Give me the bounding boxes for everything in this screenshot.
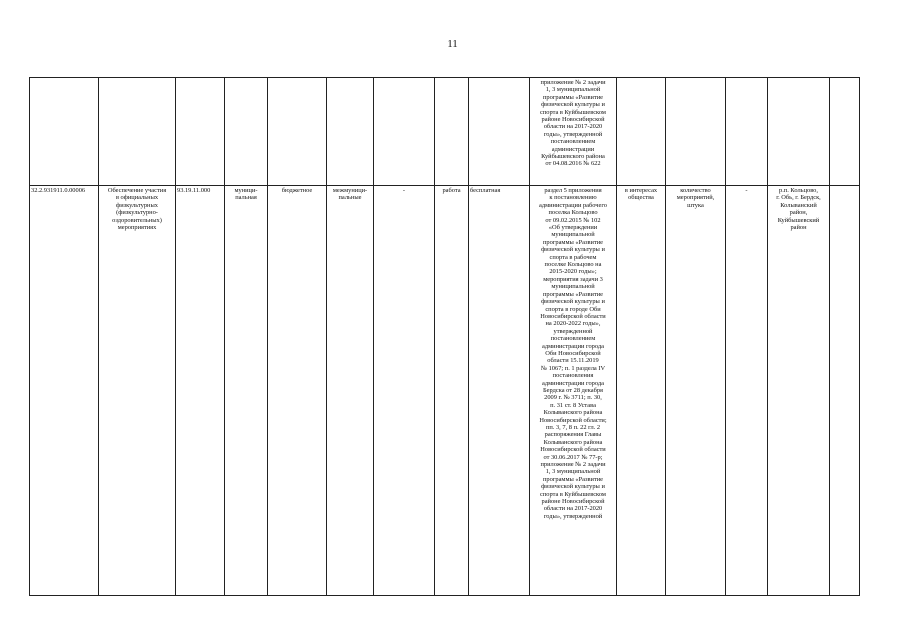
- text-line: п. 31 ст. 8 Устава: [550, 401, 596, 409]
- text-line: годы», утвержденной: [543, 512, 603, 520]
- text-line: приложение № 2 задачи: [540, 79, 606, 86]
- text-line: 1, 3 муниципальной: [545, 86, 601, 94]
- cell-empty: [830, 186, 860, 596]
- cell-empty: [30, 78, 99, 186]
- text-line: пальные: [338, 194, 362, 202]
- text-line: пальная: [235, 194, 257, 202]
- cell-dash: -: [726, 186, 768, 596]
- text-line: от 09.02.2015 № 102: [545, 216, 601, 224]
- text-line: годы», утвержденной: [543, 130, 603, 138]
- text-line: пп. 3, 7, 8 п. 22 гл. 2: [545, 424, 601, 431]
- text-line: количество: [680, 187, 711, 194]
- cell-legal-basis-continued: [530, 78, 617, 186]
- cell-dash: -: [374, 186, 435, 596]
- cell-level: [225, 186, 268, 596]
- text-line: постановлением: [550, 335, 596, 343]
- table-row-continued: [30, 78, 860, 186]
- cell-empty: [374, 78, 435, 186]
- cell-empty: [768, 78, 830, 186]
- text-line: (физкультурно-: [116, 209, 158, 217]
- text-line: к постановлению: [549, 194, 597, 202]
- text-line: районе Новосибирской: [541, 498, 605, 506]
- text-line: район,: [789, 209, 808, 217]
- table-row: [30, 186, 860, 596]
- text-line: физической культуры и: [541, 298, 605, 306]
- text-line: от 30.06.2017 № 77-р;: [543, 453, 603, 461]
- cell-empty: [666, 78, 726, 186]
- text-line: Куйбышевский: [777, 216, 820, 224]
- text-line: области на 2017-2020: [543, 505, 603, 513]
- text-line: Оби Новосибирской: [545, 349, 601, 357]
- text-line: межмуници-: [332, 187, 368, 194]
- text-line: штука: [687, 201, 704, 209]
- text-line: на 2020-2022 годы»,: [545, 320, 601, 328]
- cell-okved-code: 93.19.11.000: [176, 186, 225, 596]
- text-line: Колыванского района: [543, 409, 603, 417]
- text-line: в интересах: [624, 187, 658, 194]
- text-line: Колыванский: [780, 201, 817, 209]
- text-line: Куйбышевского района: [541, 153, 605, 161]
- text-line: муниципальной: [551, 231, 595, 239]
- text-line: администрации рабочего: [538, 201, 607, 209]
- text-line: программы «Развитие: [542, 93, 604, 101]
- text-line: Обеспечение участия: [107, 187, 167, 194]
- text-line: район: [790, 224, 807, 232]
- cell-empty: [726, 78, 768, 186]
- text-line: муниципальной: [551, 283, 595, 291]
- text-line: в официальных: [115, 194, 159, 202]
- text-line: «Об утверждении: [548, 224, 598, 232]
- text-line: р.п. Кольцово,: [779, 187, 818, 194]
- cell-kind: работа: [435, 186, 469, 596]
- cell-empty: [327, 78, 374, 186]
- cell-empty: [268, 78, 327, 186]
- service-register-table: [29, 77, 860, 596]
- cell-empty: [469, 78, 530, 186]
- cell-empty: [617, 78, 666, 186]
- text-line: спорта в Куйбышевском: [540, 490, 606, 498]
- text-line: физической культуры и: [541, 101, 605, 109]
- text-line: мероприятия задачи 3: [543, 275, 603, 283]
- cell-empty: [830, 78, 860, 186]
- cell-empty: [99, 78, 176, 186]
- text-line: спорта в Куйбышевском: [540, 108, 606, 116]
- cell-registry-code: 32.2.931911.0.00006: [30, 186, 99, 596]
- page-number: 11: [447, 38, 458, 50]
- text-line: физической культуры и: [541, 246, 605, 254]
- text-line: поселке Кольцово на: [544, 261, 602, 269]
- text-line: 2015-2020 годы»;: [549, 268, 597, 276]
- cell-payment: бесплатная: [469, 186, 530, 596]
- cell-indicator: [666, 186, 726, 596]
- text-line: Новосибирской области: [540, 312, 606, 320]
- text-line: постановлением: [550, 138, 596, 146]
- text-line: Бердска от 28 декабря: [543, 386, 603, 394]
- text-line: программы «Развитие: [542, 290, 604, 298]
- text-line: общества: [628, 194, 654, 202]
- text-line: районе Новосибирской: [541, 116, 605, 124]
- cell-empty: [225, 78, 268, 186]
- text-line: администрации: [551, 145, 595, 153]
- text-line: области 15.11.2019: [547, 357, 599, 365]
- text-line: спорта в городе Оби: [545, 305, 601, 313]
- cell-location: [768, 186, 830, 596]
- cell-institution-type: бюджетное: [268, 186, 327, 596]
- text-line: спорта в рабочем: [549, 253, 597, 261]
- text-line: программы «Развитие: [542, 238, 604, 246]
- cell-interests: [617, 186, 666, 596]
- text-line: оздоровительных): [112, 216, 162, 224]
- cell-category: [327, 186, 374, 596]
- text-line: г. Обь, г. Бердск,: [776, 194, 821, 202]
- text-line: Колыванского района: [543, 438, 603, 446]
- text-line: 1, 3 муниципальной: [545, 468, 601, 476]
- cell-legal-basis: [530, 186, 617, 596]
- text-line: поселка Кольцово: [548, 209, 598, 217]
- text-line: от 04.08.2016 № 622: [545, 160, 601, 168]
- text-line: № 1067; п. 1 раздела IV: [540, 364, 606, 372]
- text-line: постановления: [552, 372, 594, 380]
- cell-empty: [435, 78, 469, 186]
- cell-empty: [176, 78, 225, 186]
- text-line: муници-: [234, 187, 258, 194]
- text-line: области на 2017-2020: [543, 123, 603, 131]
- text-line: распоряжения Главы: [544, 431, 602, 439]
- text-line: раздел 5 приложения: [544, 187, 602, 194]
- text-line: физкультурных: [116, 201, 158, 209]
- text-line: Новосибирской области;: [539, 416, 607, 424]
- text-line: администрации города: [542, 342, 604, 350]
- text-line: мероприятий,: [676, 194, 715, 202]
- text-line: приложение № 2 задачи: [540, 461, 606, 469]
- text-line: физической культуры и: [541, 483, 605, 491]
- text-line: программы «Развитие: [542, 475, 604, 483]
- cell-service-name: [99, 186, 176, 596]
- text-line: администрации города: [542, 379, 604, 387]
- text-line: мероприятиях: [117, 224, 157, 232]
- text-line: утвержденной: [553, 327, 593, 335]
- text-line: 2009 г. № 3711; п. 30,: [544, 394, 602, 402]
- text-line: Новосибирской области: [540, 446, 606, 454]
